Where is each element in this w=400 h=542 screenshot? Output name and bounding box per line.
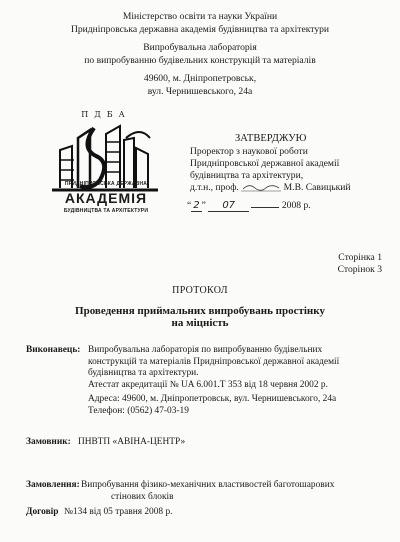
executor-address: Адреса: 49600, м. Дніпропетровськ, вул. Чернишевського, 24а: [88, 394, 337, 404]
approval-signature-line: [190, 182, 395, 194]
executor-line2: конструкцій та матеріалів Придніпровської державної академії: [88, 356, 340, 367]
executor-phone: Телефон: (0562) 47-03-19: [88, 405, 189, 416]
customer-label: Замовник:: [26, 437, 71, 447]
executor-accreditation: Атестат акредитації № UA 6.001.Т 353 від 18 червня 2002 р.: [88, 379, 328, 390]
page-counter: [338, 252, 382, 276]
subject-line1: Проведення приймальних випробувань простінку: [75, 305, 325, 317]
lab-street: вул. Чернишевського, 24а: [147, 86, 253, 97]
page-total: Сторінок 3: [337, 264, 382, 275]
contract-label: Договір: [26, 507, 59, 517]
approval-name: М.В. Савицький: [283, 182, 351, 193]
approval-org-line2: будівництва та архітектури,: [190, 170, 304, 181]
approval-position: Проректор з наукової роботи: [190, 146, 308, 157]
approval-day: 2: [193, 200, 200, 211]
approval-block: [187, 133, 395, 212]
order-line1: Випробування фізико-механічних властивостей баготошарових: [81, 480, 335, 490]
protocol-subject: [0, 305, 400, 329]
approval-month: 07: [208, 200, 249, 212]
executor-section: [26, 345, 396, 420]
page-number: Сторінка 1: [338, 252, 382, 263]
subject-line2: на міцність: [171, 317, 229, 329]
logo-letters: ПДБА: [81, 110, 131, 119]
lab-name-line2: по випробуванню будівельних конструкцій та матеріалів: [84, 55, 316, 66]
order-line2: стінових блоків: [111, 491, 174, 502]
lab-city: 49600, м. Дніпропетровськ,: [143, 73, 257, 84]
logo-line1: ПРИДНІПРОВСЬКА ДЕРЖАВНА: [64, 181, 148, 187]
approval-title: ЗАТВЕРДЖУЮ: [235, 133, 307, 144]
executor-line1: Випробувальна лабораторія по випробуванню будівельних: [88, 345, 323, 355]
approval-date: “ 2 ” 07 2008 р.: [187, 200, 311, 211]
executor-label: Виконавець:: [26, 345, 81, 355]
customer-section: [26, 437, 396, 451]
order-label: Замовлення:: [26, 480, 80, 490]
order-section: [26, 480, 396, 504]
academy-logo: [50, 110, 162, 220]
contract-value: №134 від 05 травня 2008 р.: [64, 507, 173, 517]
signature-icon: [241, 182, 281, 192]
approval-year: 2008 р.: [281, 200, 311, 211]
approval-org-line1: Придніпровської державної академії: [190, 158, 340, 169]
customer-value: ПНВТП «АВІНА-ЦЕНТР»: [78, 437, 186, 447]
ministry-name: Міністерство освіти та науки України: [122, 11, 278, 22]
document-header: [0, 10, 400, 98]
executor-line3: будівництва та архітектури.: [88, 368, 199, 378]
protocol-title: ПРОТОКОЛ: [172, 285, 228, 296]
academy-name: Придніпровська державна академія будівництва та архітектури: [70, 24, 330, 35]
contract-section: [26, 507, 396, 521]
lab-name-line1: Випробувальна лабораторія: [143, 42, 257, 53]
approval-degree: д.т.н., проф.: [190, 182, 239, 193]
logo-line2: АКАДЕМІЯ: [64, 190, 148, 206]
logo-line3: БУДІВНИЦТВА ТА АРХІТЕКТУРИ: [63, 208, 149, 214]
